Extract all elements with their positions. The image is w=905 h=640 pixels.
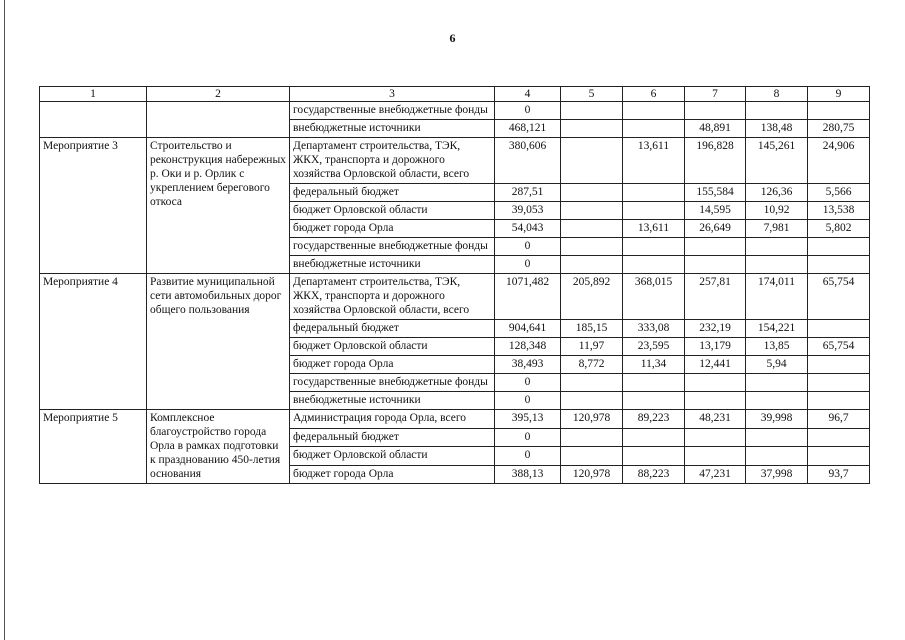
value-cell: 37,998: [746, 465, 808, 484]
value-cell: [746, 102, 808, 120]
value-cell: 13,179: [685, 338, 746, 356]
value-cell: 174,011: [746, 274, 808, 320]
value-cell: 0: [495, 447, 561, 466]
value-cell: 39,053: [495, 202, 561, 220]
measure-cell-empty: [40, 102, 147, 138]
measure-title: Мероприятие 3: [40, 138, 147, 274]
value-cell: [746, 256, 808, 274]
value-cell: 13,611: [623, 138, 685, 184]
value-cell: [561, 120, 623, 138]
value-cell: [561, 392, 623, 410]
value-cell: 280,75: [808, 120, 870, 138]
source-cell: бюджет города Орла: [290, 356, 495, 374]
value-cell: 24,906: [808, 138, 870, 184]
source-cell: бюджет города Орла: [290, 220, 495, 238]
value-cell: [561, 202, 623, 220]
value-cell: 196,828: [685, 138, 746, 184]
value-cell: 120,978: [561, 410, 623, 429]
value-cell: 333,08: [623, 320, 685, 338]
value-cell: 13,611: [623, 220, 685, 238]
value-cell: [623, 102, 685, 120]
value-cell: 257,81: [685, 274, 746, 320]
value-cell: [561, 138, 623, 184]
value-cell: 54,043: [495, 220, 561, 238]
source-cell: бюджет Орловской области: [290, 447, 495, 466]
header-cell: 2: [147, 87, 290, 102]
value-cell: 5,94: [746, 356, 808, 374]
header-row: [40, 87, 870, 102]
value-cell: [808, 320, 870, 338]
value-cell: [808, 102, 870, 120]
value-cell: [746, 447, 808, 466]
value-cell: 88,223: [623, 465, 685, 484]
value-cell: 368,015: [623, 274, 685, 320]
value-cell: 232,19: [685, 320, 746, 338]
value-cell: 128,348: [495, 338, 561, 356]
value-cell: [685, 447, 746, 466]
value-cell: 39,998: [746, 410, 808, 429]
value-cell: 12,441: [685, 356, 746, 374]
value-cell: 48,231: [685, 410, 746, 429]
value-cell: [561, 256, 623, 274]
value-cell: 0: [495, 238, 561, 256]
value-cell: 138,48: [746, 120, 808, 138]
source-cell: бюджет Орловской области: [290, 202, 495, 220]
value-cell: 13,85: [746, 338, 808, 356]
budget-table: [39, 86, 870, 484]
measure-description: Развитие муниципальной сети автомобильных дорог общего пользования: [147, 274, 290, 410]
value-cell: 1071,482: [495, 274, 561, 320]
value-cell: 388,13: [495, 465, 561, 484]
value-cell: 5,566: [808, 184, 870, 202]
value-cell: [808, 256, 870, 274]
value-cell: 89,223: [623, 410, 685, 429]
header-cell: 1: [40, 87, 147, 102]
measure-title: Мероприятие 4: [40, 274, 147, 410]
value-cell: 93,7: [808, 465, 870, 484]
header-cell: 4: [495, 87, 561, 102]
header-cell: 8: [746, 87, 808, 102]
value-cell: [808, 238, 870, 256]
header-cell: 6: [623, 87, 685, 102]
value-cell: [561, 184, 623, 202]
value-cell: 287,51: [495, 184, 561, 202]
value-cell: 65,754: [808, 274, 870, 320]
value-cell: 126,36: [746, 184, 808, 202]
value-cell: 96,7: [808, 410, 870, 429]
value-cell: 155,584: [685, 184, 746, 202]
value-cell: [561, 102, 623, 120]
value-cell: [623, 184, 685, 202]
value-cell: 904,641: [495, 320, 561, 338]
source-cell: бюджет города Орла: [290, 465, 495, 484]
value-cell: [623, 447, 685, 466]
header-cell: 9: [808, 87, 870, 102]
value-cell: 47,231: [685, 465, 746, 484]
source-cell: Администрация города Орла, всего: [290, 410, 495, 429]
measure-title: Мероприятие 5: [40, 410, 147, 484]
value-cell: 395,13: [495, 410, 561, 429]
value-cell: [561, 220, 623, 238]
value-cell: [808, 428, 870, 447]
value-cell: [623, 120, 685, 138]
value-cell: 468,121: [495, 120, 561, 138]
source-cell: Департамент строительства, ТЭК, ЖКХ, транспорта и дорожного хозяйства Орловской области, всего: [290, 274, 495, 320]
source-cell: внебюджетные источники: [290, 392, 495, 410]
table-row: [40, 274, 870, 320]
source-cell: федеральный бюджет: [290, 184, 495, 202]
value-cell: [808, 356, 870, 374]
value-cell: 145,261: [746, 138, 808, 184]
budget-table-body: [40, 87, 870, 484]
value-cell: [746, 392, 808, 410]
source-cell: внебюджетные источники: [290, 120, 495, 138]
value-cell: [685, 428, 746, 447]
value-cell: [623, 256, 685, 274]
page-left-edge: [4, 0, 5, 640]
table-row: [40, 410, 870, 429]
value-cell: [623, 202, 685, 220]
table-row: [40, 102, 870, 120]
source-cell: государственные внебюджетные фонды: [290, 238, 495, 256]
value-cell: 14,595: [685, 202, 746, 220]
measure-description: Строительство и реконструкция набережных р. Оки и р. Орлик с укреплением берегового откоса: [147, 138, 290, 274]
value-cell: [685, 102, 746, 120]
table-row: [40, 138, 870, 184]
value-cell: [561, 374, 623, 392]
source-cell: государственные внебюджетные фонды: [290, 102, 495, 120]
value-cell: 205,892: [561, 274, 623, 320]
value-cell: [623, 428, 685, 447]
measure-description: Комплексное благоустройство города Орла в рамках подготовки к празднованию 450-летия основания: [147, 410, 290, 484]
value-cell: 185,15: [561, 320, 623, 338]
value-cell: [685, 256, 746, 274]
value-cell: [808, 392, 870, 410]
value-cell: 11,34: [623, 356, 685, 374]
value-cell: [685, 374, 746, 392]
value-cell: 38,493: [495, 356, 561, 374]
value-cell: [808, 374, 870, 392]
value-cell: [623, 374, 685, 392]
page-number: 6: [449, 31, 456, 45]
value-cell: 65,754: [808, 338, 870, 356]
value-cell: [561, 428, 623, 447]
header-cell: 5: [561, 87, 623, 102]
value-cell: [685, 238, 746, 256]
value-cell: [623, 392, 685, 410]
value-cell: 0: [495, 428, 561, 447]
value-cell: 380,606: [495, 138, 561, 184]
value-cell: [561, 238, 623, 256]
value-cell: [623, 238, 685, 256]
value-cell: 0: [495, 256, 561, 274]
value-cell: 8,772: [561, 356, 623, 374]
source-cell: Департамент строительства, ТЭК, ЖКХ, транспорта и дорожного хозяйства Орловской области, всего: [290, 138, 495, 184]
value-cell: 26,649: [685, 220, 746, 238]
value-cell: 23,595: [623, 338, 685, 356]
description-cell-empty: [147, 102, 290, 138]
value-cell: 0: [495, 392, 561, 410]
value-cell: 0: [495, 374, 561, 392]
value-cell: 10,92: [746, 202, 808, 220]
value-cell: 13,538: [808, 202, 870, 220]
value-cell: 0: [495, 102, 561, 120]
source-cell: государственные внебюджетные фонды: [290, 374, 495, 392]
source-cell: бюджет Орловской области: [290, 338, 495, 356]
value-cell: [746, 238, 808, 256]
value-cell: [561, 447, 623, 466]
value-cell: [746, 374, 808, 392]
value-cell: 7,981: [746, 220, 808, 238]
value-cell: 11,97: [561, 338, 623, 356]
source-cell: внебюджетные источники: [290, 256, 495, 274]
header-cell: 3: [290, 87, 495, 102]
source-cell: федеральный бюджет: [290, 428, 495, 447]
value-cell: [746, 428, 808, 447]
source-cell: федеральный бюджет: [290, 320, 495, 338]
value-cell: 48,891: [685, 120, 746, 138]
value-cell: 120,978: [561, 465, 623, 484]
header-cell: 7: [685, 87, 746, 102]
value-cell: [685, 392, 746, 410]
value-cell: 154,221: [746, 320, 808, 338]
value-cell: [808, 447, 870, 466]
value-cell: 5,802: [808, 220, 870, 238]
